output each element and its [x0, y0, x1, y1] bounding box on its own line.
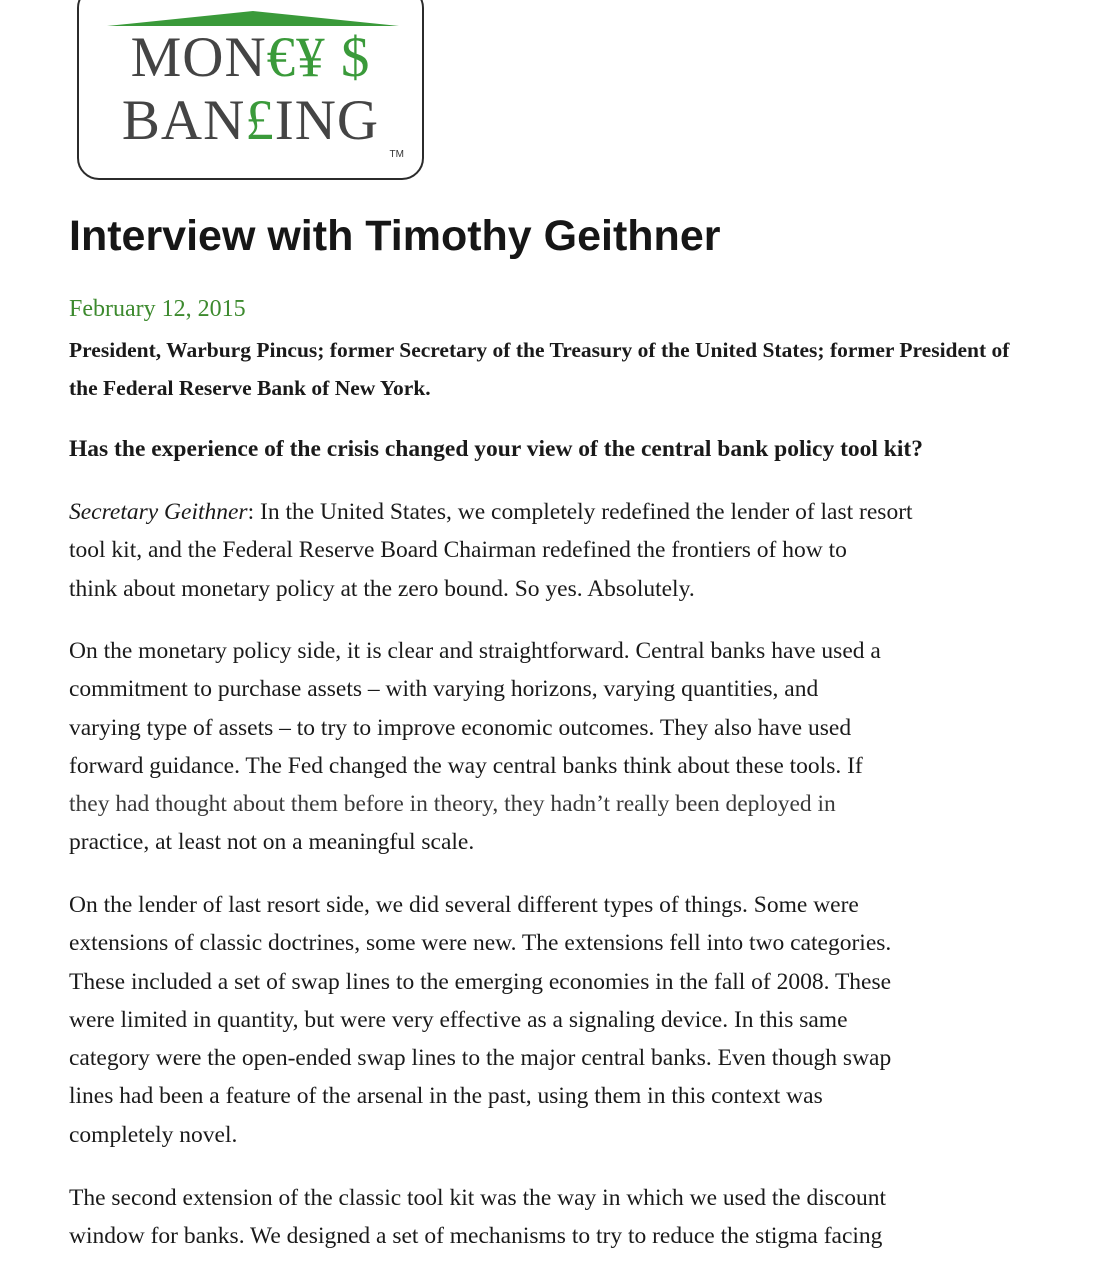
paragraph-line: On the monetary policy side, it is clear and straightforward. Central banks have used a: [69, 638, 881, 664]
logo-line-1: MON€¥ $: [130, 26, 371, 89]
paragraph-line: extensions of classic doctrines, some were new. The extensions fell into two categories.: [69, 930, 892, 957]
speaker-name: Secretary Geithner: [69, 499, 248, 525]
paragraph-line: Secretary Geithner: In the United States, we completely redefined the lender of last resort: [69, 499, 913, 525]
paragraph-line: These included a set of swap lines to the emerging economies in the fall of 2008. These: [69, 968, 892, 995]
paragraph-line: were limited in quantity, but were very effective as a signaling device. In this same: [69, 1006, 848, 1033]
logo-line-2: BAN£ING: [121, 89, 380, 152]
money-banking-logo: [77, 0, 424, 180]
paragraph-line: window for banks. We designed a set of mechanisms to try to reduce the stigma facing: [69, 1223, 883, 1250]
page-title: Interview with Timothy Geithner: [69, 212, 721, 260]
paragraph-line: forward guidance. The Fed changed the way central banks think about these tools. If: [69, 752, 863, 779]
paragraph-line: tool kit, and the Federal Reserve Board Chairman redefined the frontiers of how to: [69, 537, 847, 564]
paragraph-line: think about monetary policy at the zero bound. So yes. Absolutely.: [69, 575, 695, 602]
paragraph-line: varying type of assets – to try to improve economic outcomes. They also have used: [69, 714, 852, 741]
interviewee-byline: President, Warburg Pincus; former Secretary of the Treasury of the United States; former President of the Federal Reserve Bank of New York.: [69, 338, 1010, 400]
paragraph-line: On the lender of last resort side, we did several different types of things. Some were: [69, 892, 859, 918]
answer-paragraph-4: [69, 1179, 1079, 1256]
paragraph-line: category were the open-ended swap lines to the major central banks. Even though swap: [69, 1045, 892, 1072]
logo-roof-shape: [107, 11, 399, 26]
paragraph-line: The second extension of the classic tool kit was the way in which we used the discount: [69, 1185, 887, 1211]
paragraph-line: lines had been a feature of the arsenal in the past, using them in this context was: [69, 1083, 823, 1110]
publish-date: February 12, 2015: [69, 296, 246, 322]
answer-paragraph-2: [69, 632, 1079, 862]
paragraph-line: commitment to purchase assets – with varying horizons, varying quantities, and: [69, 676, 819, 703]
logo-trademark: TM: [389, 149, 404, 160]
paragraph-line: practice, at least not on a meaningful scale.: [69, 829, 475, 856]
paragraph-line: they had thought about them before in theory, they hadn’t really been deployed in: [69, 791, 836, 818]
answer-paragraph-3: [69, 886, 1079, 1154]
interview-question: Has the experience of the crisis changed your view of the central bank policy tool kit?: [69, 436, 923, 462]
answer-paragraph-1: [69, 493, 1079, 608]
paragraph-line: completely novel.: [69, 1121, 238, 1148]
